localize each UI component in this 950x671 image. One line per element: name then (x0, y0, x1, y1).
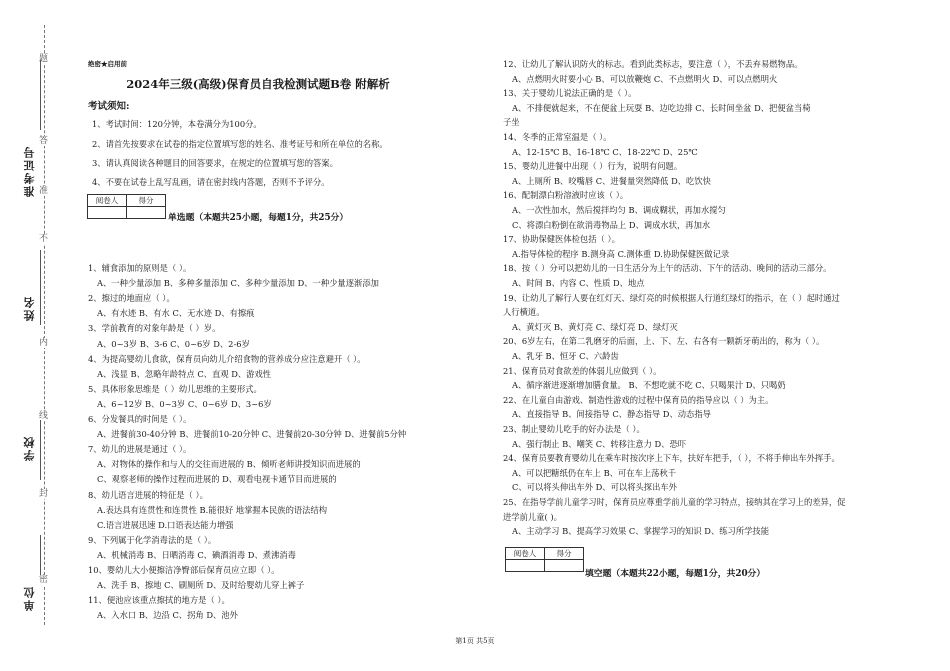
question-line: 13、关于婴幼儿说法正确的是（ ）。 (503, 88, 637, 99)
answer-options: A、入水口 B、边沿 C、拐角 D、池外 (97, 610, 238, 621)
answer-options: A、对物体的操作和与人的交往而进展的 B、倾听老师讲授知识而进展的 (97, 459, 361, 470)
answer-options: A、12-15℃ B、16-18℃ C、18-22℃ D、25℃ (512, 146, 698, 157)
reviewer-cell[interactable] (506, 560, 545, 572)
question-line: 5、具体形象思维是（ ）幼儿思维的主要形式。 (88, 383, 262, 394)
question-line: 10、婴幼儿大小便擦洁净臀部后保育员应立即（ ）。 (88, 565, 280, 575)
answer-options: A、循序渐进逐渐增加膳食量。 B、不想吃就不吃 C、只喝果汁 D、只喝奶 (512, 380, 786, 391)
question-line: 2、擦过的地面应（ ）。 (88, 293, 175, 304)
label-school: 学校 (23, 435, 36, 461)
question-line: 19、让幼儿了解行人要在红灯天、绿灯亮的时候根据人行道红绿灯的指示，在（ ）起时通过 (503, 292, 840, 303)
question-line: 1、辅食添加的原则是（ ）。 (88, 263, 192, 273)
secret-mark: 绝密★启用前 (88, 60, 127, 68)
section-single-choice: 单选题（本题共25小题，每题1分，共25分） (168, 213, 349, 223)
notice-item: 2、请首先按要求在试卷的指定位置填写您的姓名、准考证号和所在单位的名称。 (92, 139, 388, 149)
answer-options: C、将漂白粉倒在欲消毒物品上 D、调成水状，再加水 (512, 219, 711, 230)
answer-options: A、时间 B、内容 C、性质 D、地点 (512, 278, 645, 288)
question-line: 16、配制漂白粉溶液时应该（ ）。 (503, 190, 629, 201)
label-unit: 单位 (23, 585, 36, 611)
answer-options: A、机械消毒 B、日晒消毒 C、碘酒消毒 D、煮沸消毒 (97, 549, 296, 560)
margin-word: 密 (39, 575, 49, 585)
question-line: 8、幼儿语言进展的特征是（ ）。 (88, 489, 208, 500)
margin-word: 线 (39, 411, 49, 421)
notice-item: 1、考试时间：120分钟，本卷满分为100分。 (92, 119, 262, 129)
question-line: 12、让幼儿了解认识防火的标志。看到此类标志，要注意（ ），不丢弃易燃物品。 (503, 59, 803, 69)
page-footer: 第1页 共5页 (455, 637, 495, 645)
label-exam-number: 准考证号 (23, 145, 36, 197)
answer-options: C.语言进展迅速 D.口语表达能力增强 (97, 519, 234, 530)
answer-options: A、黄灯灭 B、黄灯亮 C、绿灯亮 D、绿灯灭 (512, 321, 678, 332)
question-line: 11、便池应该重点擦拭的地方是（ ）。 (88, 595, 230, 606)
margin-word: 答 (39, 136, 49, 146)
question-line: 14、冬季的正常室温是（ ）。 (503, 132, 612, 142)
answer-options: C、可以将头伸出车外 D、可以将头探出车外 (512, 482, 677, 493)
reviewer-cell[interactable] (88, 207, 127, 219)
score-cell[interactable] (545, 560, 584, 572)
section-fill-blank: 填空题（本题共22小题，每题1分，共20分） (585, 569, 766, 579)
question-line: 子坐 (503, 117, 520, 128)
margin-word: 封 (39, 489, 49, 499)
score-box (87, 194, 166, 219)
answer-options: A、0~3岁 B、3-6 C、0~6岁 D、2-6岁 (97, 338, 250, 349)
question-line: 人行横道。 (503, 307, 545, 318)
margin-word: 题 (39, 54, 49, 64)
score-cell[interactable] (127, 207, 166, 219)
question-line: 17、协助保健医体检包括（ ）。 (503, 234, 620, 245)
score-label: 得分 (545, 548, 584, 560)
answer-options: A、有水迹 B、有水 C、无水迹 D、有擦痕 (97, 308, 255, 319)
answer-options: C、观察老师的操作过程而进展的 D、观看电视卡通节目而进展的 (97, 474, 337, 485)
question-line: 24、保育员要教育婴幼儿在乘车时按次序上下车，扶好车把手，（ ），不将手伸出车外挥手。 (503, 453, 840, 464)
answer-options: A.表达具有连贯性和连贯性 B.能很好 地掌握本民族的语法结构 (97, 504, 328, 515)
question-line: 22、在儿童自由游戏、制造性游戏的过程中保育员的指导应以（ ）为主。 (503, 394, 774, 405)
notice-item: 3、请认真阅读各种题目的回答要求，在规定的位置填写您的答案。 (92, 158, 338, 168)
binding-margin (0, 0, 70, 671)
reviewer-label: 阅卷人 (88, 195, 127, 207)
question-line: 7、幼儿的进展是通过（ ）。 (88, 444, 192, 455)
answer-options: A、乳牙 B、恒牙 C、六龄齿 (512, 351, 619, 361)
label-name: 姓名 (23, 295, 36, 321)
question-line: 4、为提高婴幼儿食欲，保育员向幼儿介绍食物的营养成分应注意避开（ ）。 (88, 353, 366, 364)
question-line: 3、学前教育的对象年龄是（ ）岁。 (88, 323, 221, 334)
question-line: 25、在指导学前儿童学习时，保育员应尊重学前儿童的学习特点，接纳其在学习上的差异，促 (503, 497, 846, 507)
answer-options: A、点燃明火时要小心 B、可以放鞭炮 C、不点燃明火 D、可以点燃明火 (512, 73, 778, 84)
score-box-fill (505, 547, 584, 572)
unit-field[interactable] (40, 535, 41, 575)
page-title: 2024年三级(高级)保育员自我检测试题B卷 附解析 (126, 77, 390, 91)
question-line: 18、按（ ）分可以把幼儿的一日生活分为上午的活动、下午的活动、晚间的活动三部分。 (503, 263, 832, 274)
seal-line (44, 25, 45, 625)
answer-options: A、浅显 B、忽略年龄特点 C、直观 D、游戏性 (97, 368, 272, 379)
answer-options: A、一次性加水，然后搅拌均匀 B、调成糊状，再加水搅匀 (512, 205, 726, 215)
answer-options: A、进餐前30-40分钟 B、进餐前10-20分钟 C、进餐前20-30分钟 D、进餐前5分钟 (97, 429, 407, 440)
reviewer-label: 阅卷人 (506, 548, 545, 560)
answer-options: A、直接指导 B、间接指导 C、静态指导 D、动态指导 (512, 409, 711, 420)
question-line: 15、婴幼儿进餐中出现（ ）行为，说明有问题。 (503, 161, 683, 172)
answer-options: A、强行制止 B、嘲笑 C、转移注意力 D、恐吓 (512, 438, 687, 449)
question-line: 9、下列属于化学消毒法的是（ ）。 (88, 534, 217, 545)
answer-options: A、不排便就起来，不在便盆上玩耍 B、边吃边排 C、长时间坐盆 D、把便盆当椅 (512, 102, 811, 113)
answer-options: A、一种少量添加 B、多种多量添加 C、多种少量添加 D、一种少量逐渐添加 (97, 278, 379, 289)
question-line: 21、保育员对食欲差的体弱儿应做到（ ）。 (503, 365, 662, 376)
answer-options: A、主动学习 B、提高学习效果 C、掌握学习的知识 D、练习所学技能 (512, 526, 770, 537)
answer-options: A、上厕所 B、咬嘴唇 C、进餐量突然降低 D、吃饮快 (512, 175, 711, 186)
margin-word: 内 (39, 338, 49, 348)
margin-word: 不 (39, 234, 49, 244)
notice-item: 4、不要在试卷上乱写乱画，请在密封线内答题，否则不予评分。 (92, 177, 330, 187)
question-line: 20、6岁左右，在第二乳磨牙的后面，上、下、左、右各有一颗新牙萌出的，称为（ ）。 (503, 336, 825, 347)
answer-options: A、可以把糖纸仍在车上 B、可在车上荡秋千 (512, 467, 677, 478)
question-line: 进学前儿童( )。 (503, 511, 562, 522)
school-field[interactable] (40, 420, 41, 480)
answer-options: A、洗手 B、擦地 C、刷厕所 D、及时给婴幼儿穿上裤子 (97, 580, 305, 591)
notice-heading: 考试须知: (88, 101, 130, 112)
name-field[interactable] (40, 250, 41, 325)
exam-number-field[interactable] (40, 60, 41, 130)
question-line: 23、制止婴幼儿吃手的好办法是（ ）。 (503, 424, 645, 434)
answer-options: A.指导体检的程序 B.测身高 C.测体重 D.协助保健医做记录 (512, 248, 730, 259)
score-label: 得分 (127, 195, 166, 207)
answer-options: A、6~12岁 B、0~3岁 C、0~6岁 D、3~6岁 (97, 398, 272, 409)
question-line: 6、分发餐具的时间是（ ）。 (88, 414, 192, 424)
margin-word: 准 (39, 186, 49, 196)
